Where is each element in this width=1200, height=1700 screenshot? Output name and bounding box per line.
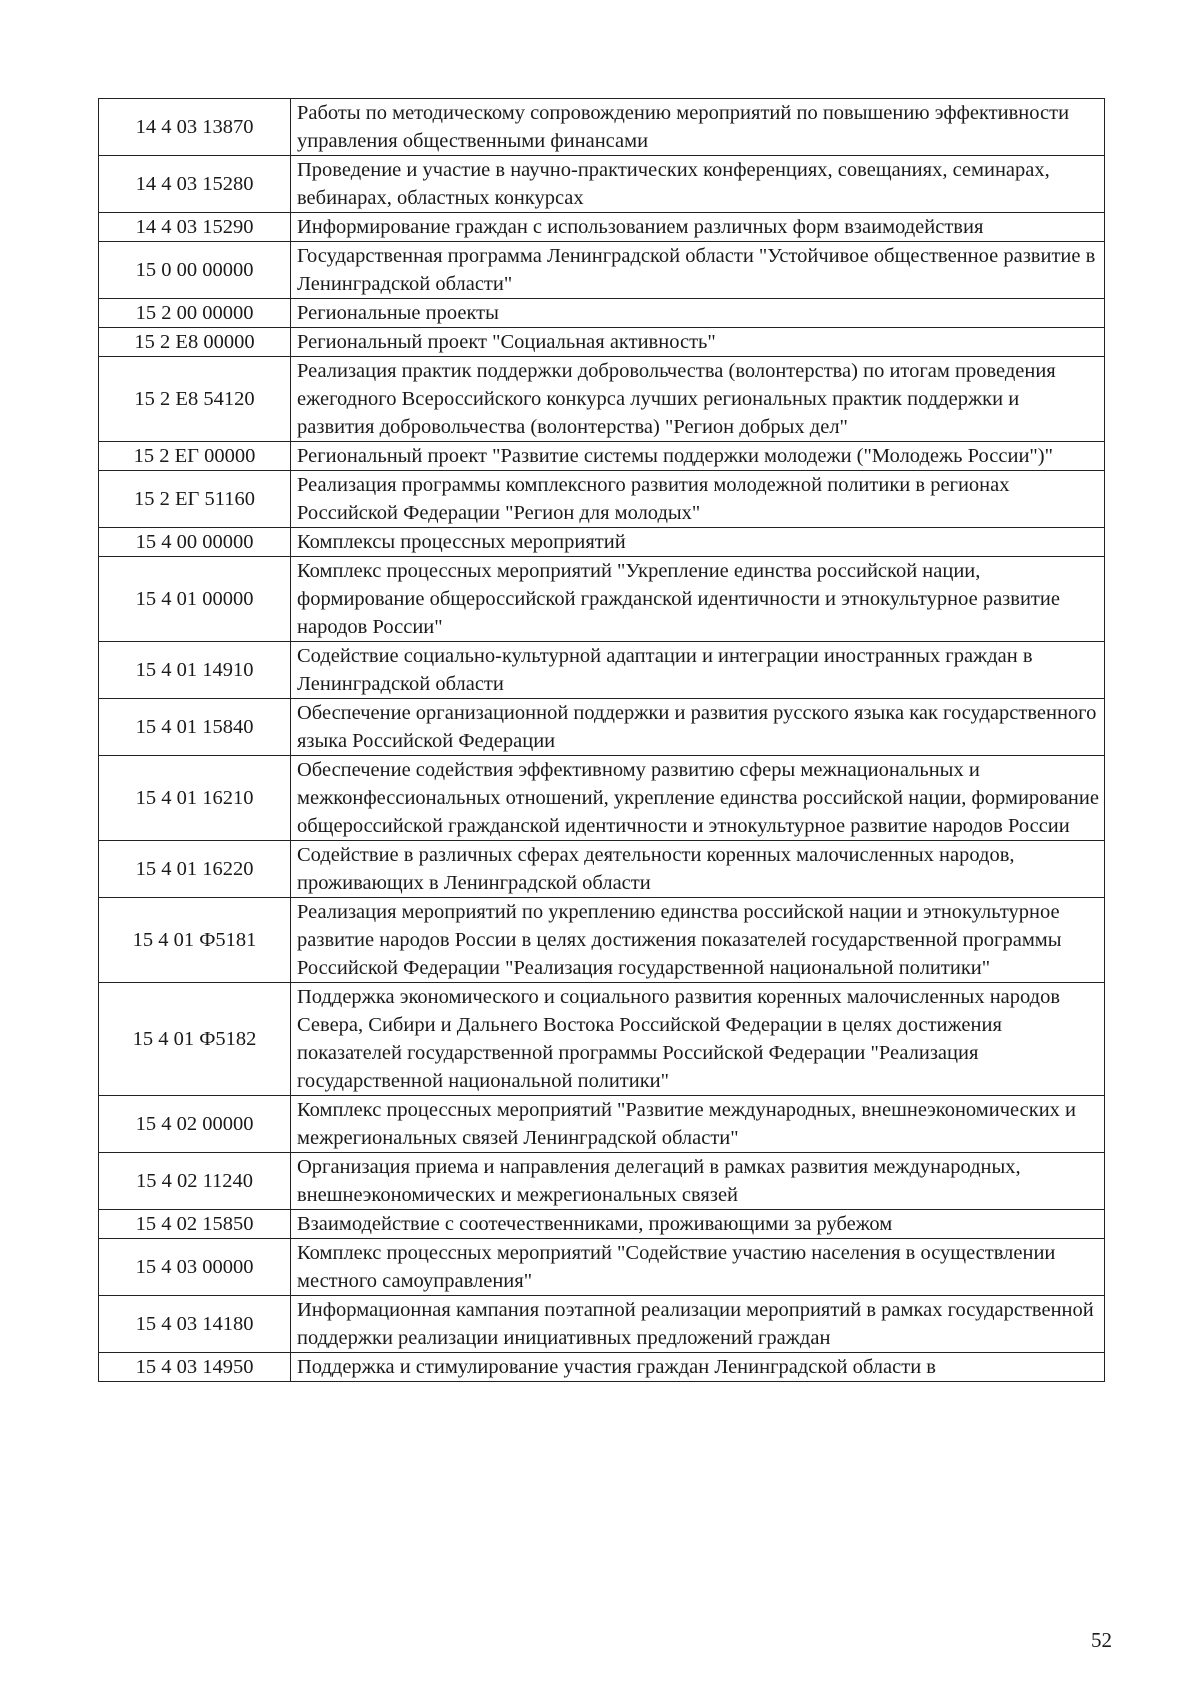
target-article-name: Содействие в различных сферах деятельности коренных малочисленных народов, проживающих в Ленинградской области	[291, 841, 1105, 898]
target-article-code: 15 4 01 16210	[99, 756, 291, 841]
target-article-code: 15 4 01 00000	[99, 557, 291, 642]
table-row	[99, 442, 1105, 471]
table-row	[99, 699, 1105, 756]
target-article-name: Региональные проекты	[291, 299, 1105, 328]
target-article-code: 15 4 01 Ф5182	[99, 983, 291, 1096]
table-row	[99, 1353, 1105, 1382]
table-row	[99, 528, 1105, 557]
target-article-code: 15 2 ЕГ 51160	[99, 471, 291, 528]
target-article-name: Региональный проект "Социальная активность"	[291, 328, 1105, 357]
target-article-code: 15 4 03 14950	[99, 1353, 291, 1382]
target-article-name: Реализация практик поддержки добровольчества (волонтерства) по итогам проведения ежегодного Всероссийского конкурса лучших региональных практик поддержки и развития добровольчества (волонтерства) "Регион добрых дел"	[291, 357, 1105, 442]
table-row	[99, 1153, 1105, 1210]
target-article-code: 15 4 02 11240	[99, 1153, 291, 1210]
target-article-code: 15 2 00 00000	[99, 299, 291, 328]
target-article-name: Комплекс процессных мероприятий "Развитие международных, внешнеэкономических и межрегиональных связей Ленинградской области"	[291, 1096, 1105, 1153]
table-row	[99, 756, 1105, 841]
table-row	[99, 1210, 1105, 1239]
target-article-code: 15 2 Е8 00000	[99, 328, 291, 357]
target-article-name: Комплекс процессных мероприятий "Содействие участию населения в осуществлении местного самоуправления"	[291, 1239, 1105, 1296]
target-article-name: Государственная программа Ленинградской области "Устойчивое общественное развитие в Ленинградской области"	[291, 242, 1105, 299]
table-row	[99, 242, 1105, 299]
target-article-name: Содействие социально-культурной адаптации и интеграции иностранных граждан в Ленинградской области	[291, 642, 1105, 699]
target-article-code: 15 4 01 15840	[99, 699, 291, 756]
budget-classification-table	[98, 98, 1105, 1382]
target-article-code: 15 4 01 16220	[99, 841, 291, 898]
target-article-code: 15 4 03 14180	[99, 1296, 291, 1353]
table-row	[99, 99, 1105, 156]
target-article-code: 15 2 Е8 54120	[99, 357, 291, 442]
target-article-name: Информационная кампания поэтапной реализации мероприятий в рамках государственной поддержки реализации инициативных предложений граждан	[291, 1296, 1105, 1353]
target-article-name: Реализация мероприятий по укреплению единства российской нации и этнокультурное развитие народов России в целях достижения показателей государственной программы Российской Федерации "Реализация государственной национальной политики"	[291, 898, 1105, 983]
target-article-code: 15 4 02 00000	[99, 1096, 291, 1153]
target-article-name: Комплексы процессных мероприятий	[291, 528, 1105, 557]
table-row	[99, 328, 1105, 357]
table-row	[99, 1296, 1105, 1353]
table-row	[99, 642, 1105, 699]
target-article-name: Работы по методическому сопровождению мероприятий по повышению эффективности управления общественными финансами	[291, 99, 1105, 156]
target-article-code: 15 0 00 00000	[99, 242, 291, 299]
target-article-code: 15 4 03 00000	[99, 1239, 291, 1296]
target-article-name: Поддержка и стимулирование участия граждан Ленинградской области в	[291, 1353, 1105, 1382]
target-article-name: Проведение и участие в научно-практических конференциях, совещаниях, семинарах, вебинарах, областных конкурсах	[291, 156, 1105, 213]
target-article-name: Информирование граждан с использованием различных форм взаимодействия	[291, 213, 1105, 242]
target-article-code: 15 4 01 Ф5181	[99, 898, 291, 983]
target-article-code: 14 4 03 15280	[99, 156, 291, 213]
target-article-name: Обеспечение содействия эффективному развитию сферы межнациональных и межконфессиональных отношений, укрепление единства российской нации, формирование общероссийской гражданской идентичности и этнокультурное развитие народов России	[291, 756, 1105, 841]
table-row	[99, 1096, 1105, 1153]
table-row	[99, 841, 1105, 898]
table-row	[99, 299, 1105, 328]
page-number: 52	[1091, 1628, 1112, 1652]
target-article-name: Реализация программы комплексного развития молодежной политики в регионах Российской Федерации "Регион для молодых"	[291, 471, 1105, 528]
table-row	[99, 983, 1105, 1096]
target-article-code: 15 4 01 14910	[99, 642, 291, 699]
table-body	[99, 99, 1105, 1382]
table-row	[99, 557, 1105, 642]
target-article-code: 15 4 02 15850	[99, 1210, 291, 1239]
table-row	[99, 898, 1105, 983]
target-article-name: Региональный проект "Развитие системы поддержки молодежи ("Молодежь России")"	[291, 442, 1105, 471]
table-row	[99, 156, 1105, 213]
table-row	[99, 471, 1105, 528]
target-article-name: Комплекс процессных мероприятий "Укрепление единства российской нации, формирование общероссийской гражданской идентичности и этнокультурное развитие народов России"	[291, 557, 1105, 642]
target-article-name: Поддержка экономического и социального развития коренных малочисленных народов Севера, Сибири и Дальнего Востока Российской Федерации в целях достижения показателей государственной программы Российской Федерации "Реализация государственной национальной политики"	[291, 983, 1105, 1096]
table-row	[99, 213, 1105, 242]
target-article-code: 14 4 03 13870	[99, 99, 291, 156]
target-article-name: Взаимодействие с соотечественниками, проживающими за рубежом	[291, 1210, 1105, 1239]
target-article-code: 15 4 00 00000	[99, 528, 291, 557]
table-row	[99, 357, 1105, 442]
target-article-name: Обеспечение организационной поддержки и развития русского языка как государственного языка Российской Федерации	[291, 699, 1105, 756]
target-article-code: 15 2 ЕГ 00000	[99, 442, 291, 471]
target-article-name: Организация приема и направления делегаций в рамках развития международных, внешнеэкономических и межрегиональных связей	[291, 1153, 1105, 1210]
target-article-code: 14 4 03 15290	[99, 213, 291, 242]
table-row	[99, 1239, 1105, 1296]
